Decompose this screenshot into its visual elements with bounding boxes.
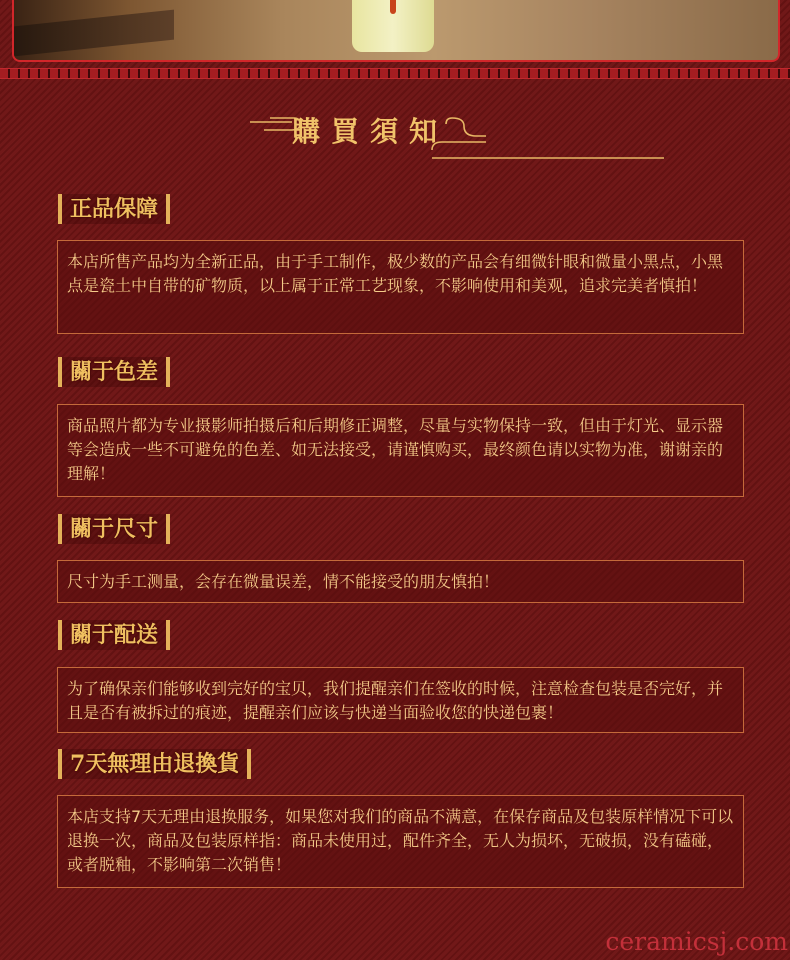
heading-title: 購買須知 (292, 115, 449, 148)
section-title-authentic: 正品保障 (58, 194, 170, 224)
vase-image (352, 0, 434, 52)
section-title-delivery: 關于配送 (58, 620, 170, 650)
section-text-authentic: 本店所售产品均为全新正品，由于手工制作，极少数的产品会有细微针眼和微量小黑点，小黑点是瓷土中自带的矿物质，以上属于正常工艺现象，不影响使用和美观，追求完美者慎拍！ (57, 240, 744, 334)
site-watermark: ceramicsj.com (605, 927, 788, 956)
section-text-delivery: 为了确保亲们能够收到完好的宝贝，我们提醒亲们在签收的时候，注意检查包装是否完好，并且是否有被拆过的痕迹，提醒亲们应该与快递当面验收您的快递包裹！ (57, 667, 744, 733)
photo-shadow (14, 10, 174, 57)
section-title-color: 關于色差 (58, 357, 170, 387)
product-photo-strip (12, 0, 780, 62)
section-title-size: 關于尺寸 (58, 514, 170, 544)
section-text-size: 尺寸为手工测量，会存在微量误差，情不能接受的朋友慎拍！ (57, 560, 744, 603)
section-text-color: 商品照片都为专业摄影师拍摄后和后期修正调整，尽量与实物保持一致，但由于灯光、显示器等会造成一些不可避免的色差、如无法接受，请谨慎购买，最终颜色请以实物为准，谢谢亲的理解！ (57, 404, 744, 497)
section-text-returns: 本店支持7天无理由退换服务，如果您对我们的商品不满意，在保存商品及包装原样情况下可以退换一次，商品及包装原样指：商品未使用过，配件齐全，无人为损坏，无破损，没有磕碰，或者脱釉，不影响第二次销售！ (57, 795, 744, 888)
fret-border-divider (0, 68, 790, 79)
page-heading (250, 106, 670, 164)
section-title-returns: 7天無理由退換貨 (58, 749, 251, 779)
